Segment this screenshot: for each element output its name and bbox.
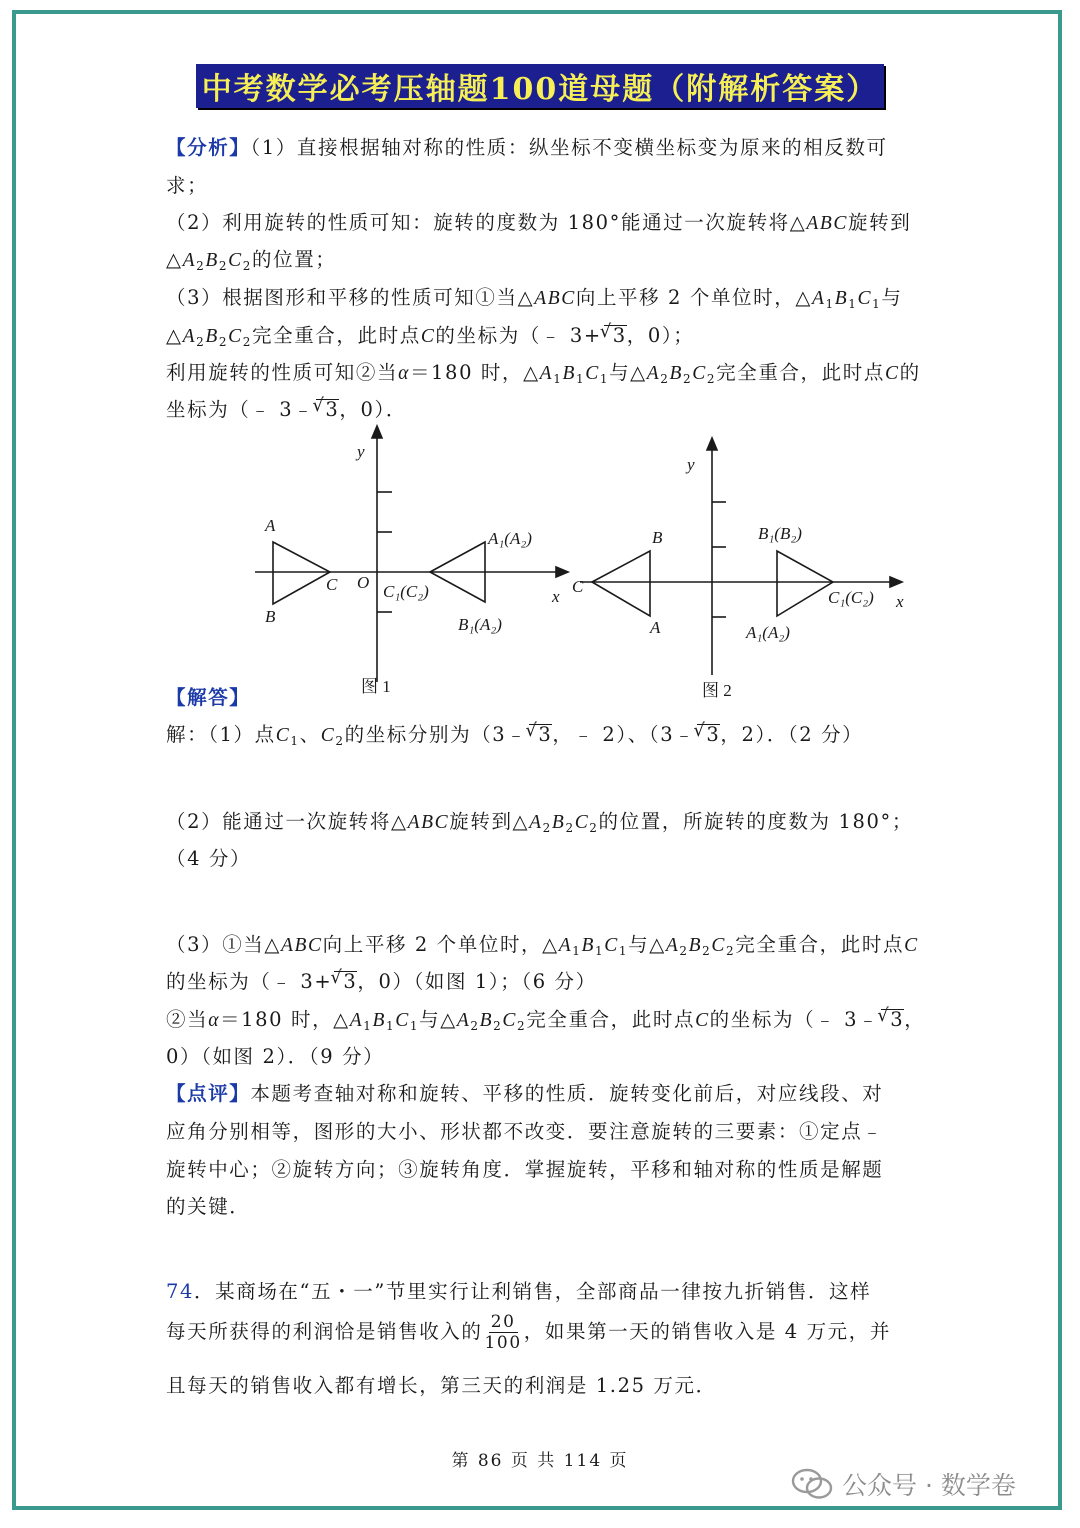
solution-line-6: ②当α＝180 时，$\triangle A_1B_1C_1$与$\triangle A_2B_2C_2$完全重合，此时点C的坐标为（﹣ 3﹣√ 3，	[166, 1004, 925, 1032]
problem-number: 74	[166, 1280, 195, 1303]
fig2-label-y: y	[687, 455, 695, 474]
fig1-label-c1c2: C₁(C₂)	[383, 582, 429, 601]
comment-line-3: 旋转中心；②旋转方向；③旋转角度．掌握旋转，平移和轴对称的性质是解题	[166, 1158, 884, 1181]
analysis-line-8: 坐标为（﹣ 3﹣√ 3，0）．	[166, 394, 407, 422]
wechat-icon	[790, 1467, 834, 1501]
figures-svg	[240, 420, 920, 705]
fig2-x-arrow	[890, 577, 902, 587]
analysis-line-7: 利用旋转的性质可知②当α＝180 时，$\triangle A_1B_1C_1$与$\triangle A_2B_2C_2$完全重合，此时点C的	[166, 361, 921, 386]
sqrt-symbol: √ 3	[881, 1009, 904, 1030]
fig2-label-b: B	[652, 528, 663, 547]
solution-line-2: （2）能通过一次旋转将△ABC旋转到$\triangle A_2B_2C_2$的位置，所旋转的度数为 180°；	[166, 810, 913, 835]
fig2-caption: 图 2	[702, 681, 732, 700]
solution-line-5: 的坐标为（﹣ 3+√ 3，0）（如图 1）；（6 分）	[166, 966, 597, 994]
solution-tag-line	[166, 682, 250, 710]
fig1-x-arrow	[556, 567, 568, 577]
solution-tag: 【解答】	[166, 686, 251, 709]
fig2-label-b1b2: B₁(B₂)	[758, 524, 802, 543]
problem-74-line-1: 74．某商场在“五・一”节里实行让利销售，全部商品一律按九折销售．这样	[166, 1280, 872, 1303]
analysis-line-1: 【分析】（1）直接根据轴对称的性质：纵坐标不变横坐标变为原来的相反数可	[166, 136, 888, 159]
comment-tag: 【点评】	[166, 1082, 251, 1105]
analysis-line-5: （3）根据图形和平移的性质可知①当△ABC向上平移 2 个单位时，$\triangle A_1B_1C_1$与	[166, 286, 903, 311]
solution-line-1: 解：（1）点$C_1$、$C_2$的坐标分别为（3﹣√ 3，﹣ 2）、（3﹣√ 3，2）．（2 分）	[166, 719, 863, 747]
page-footer: 第 86 页 共 114 页	[451, 1451, 629, 1471]
sqrt-symbol: √ 3	[334, 971, 357, 992]
problem-74-line-3: 且每天的销售收入都有增长，第三天的利润是 1.25 万元．	[166, 1374, 717, 1397]
fig1-triangle-abc	[273, 542, 330, 604]
sqrt-symbol: √ 3	[697, 724, 720, 745]
comment-line-4: 的关键．	[166, 1195, 251, 1218]
analysis-line-3: （2）利用旋转的性质可知：旋转的度数为 180°能通过一次旋转将△ABC旋转到	[166, 211, 912, 234]
fig2-triangle-abc	[592, 551, 650, 616]
watermark	[790, 1466, 1016, 1502]
fig2-triangle-a1b1c1	[777, 551, 833, 616]
fig2-label-x: x	[896, 592, 904, 611]
sqrt-symbol: √ 3	[316, 399, 339, 420]
fig2-label-c: C	[572, 577, 584, 596]
fig1-label-y: y	[357, 442, 365, 461]
analysis-line-6: $\triangle A_2B_2C_2$完全重合，此时点C的坐标为（﹣ 3+√ 3，0）；	[166, 320, 694, 348]
fig2-label-a: A	[650, 618, 661, 637]
comment-line-1: 【点评】本题考查轴对称和旋转、平移的性质．旋转变化前后，对应线段、对	[166, 1082, 884, 1105]
comment-line-2: 应角分别相等，图形的大小、形状都不改变．要注意旋转的三要素：①定点﹣	[166, 1120, 884, 1143]
fig1-label-a: A	[265, 516, 276, 535]
sqrt-symbol: √ 3	[604, 325, 627, 346]
fig2-label-c1c2: C₁(C₂)	[828, 588, 874, 607]
watermark-text: 公众号 · 数学卷	[842, 1471, 1016, 1500]
fig1-label-b1a2: B₁(A₂)	[458, 615, 502, 634]
analysis-tag: 【分析】	[166, 136, 251, 159]
fig1-y-arrow	[372, 426, 382, 438]
analysis-line-2: 求；	[166, 174, 209, 197]
solution-line-3: （4 分）	[166, 847, 252, 870]
fig1-caption: 图 1	[361, 677, 391, 696]
fig1-label-o: O	[357, 573, 370, 592]
solution-line-4: （3）①当△ABC向上平移 2 个单位时，$\triangle A_1B_1C_1$与$\triangle A_2B_2C_2$完全重合，此时点C	[166, 933, 919, 958]
fig2-y-arrow	[707, 438, 717, 450]
fig1-label-x: x	[552, 587, 560, 606]
fig2-label-a1a2: A₁(A₂)	[746, 623, 790, 642]
analysis-line-4: $\triangle A_2B_2C_2$的位置；	[166, 248, 337, 273]
solution-line-7: 0）（如图 2）．（9 分）	[166, 1045, 385, 1068]
page-title: 中考数学必考压轴题100道母题（附解析答案）	[196, 64, 884, 108]
coordinate-figures	[240, 420, 920, 709]
problem-74-line-2: 每天所获得的利润恰是销售收入的 $\frac{20}{100}$ ，如果第一天的销售收入是 4 万元，并	[166, 1312, 891, 1353]
fig1-label-b: B	[265, 607, 276, 626]
fraction: $\frac{20}{100}$	[484, 1312, 522, 1353]
fig1-label-c: C	[326, 575, 338, 594]
fig1-label-a1a2: A₁(A₂)	[488, 529, 532, 548]
sqrt-symbol: √ 3	[529, 724, 552, 745]
